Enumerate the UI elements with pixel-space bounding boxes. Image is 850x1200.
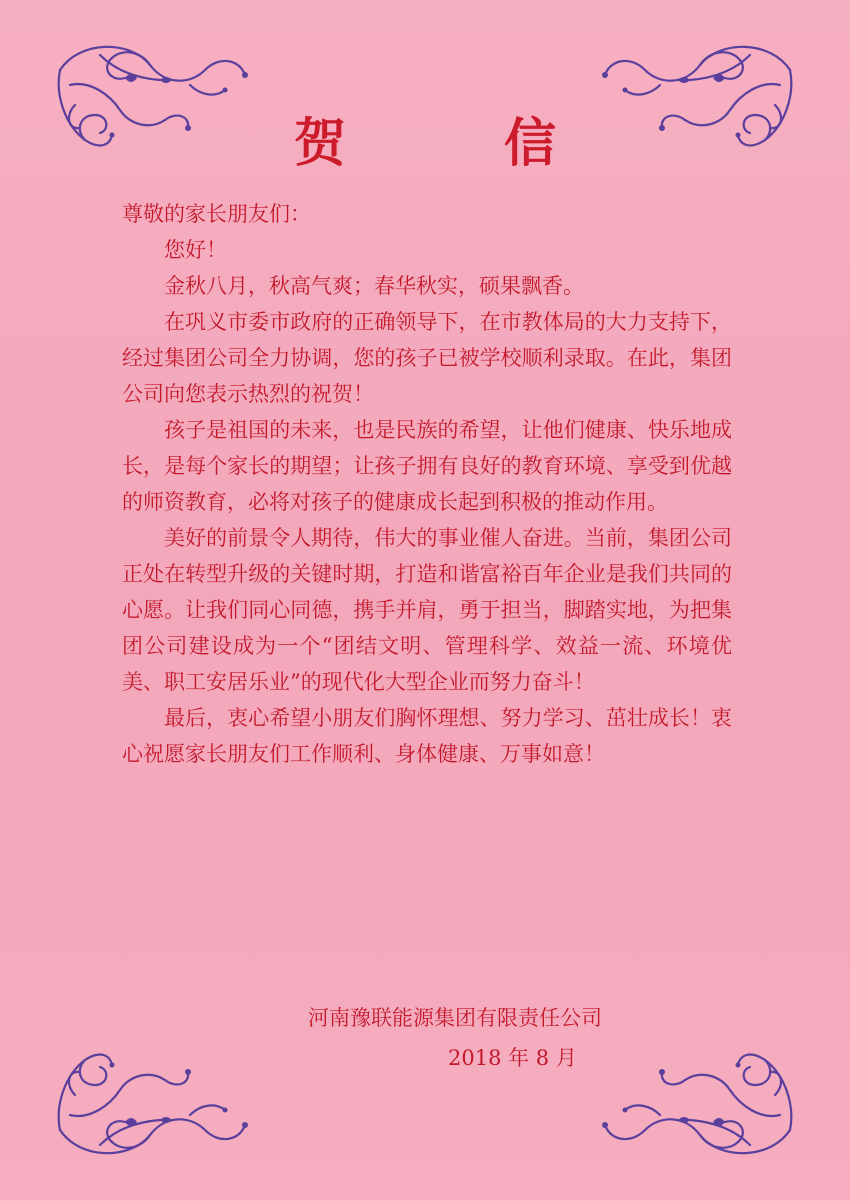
paragraph-children: 孩子是祖国的未来，也是民族的希望，让他们健康、快乐地成长，是每个家长的期望；让孩子拥有良好的教育环境、享受到优越的师资教育，必将对孩子的健康成长起到积极的推动作用。 <box>122 418 732 514</box>
paragraph-company: 美好的前景令人期待，伟大的事业催人奋进。当前，集团公司正处在转型升级的关键时期，打造和谐富裕百年企业是我们共同的心愿。让我们同心同德，携手并肩，勇于担当，脚踏实地，为把集团公司建设成为一个“团结文明、管理科学、效益一流、环境优美、职工安居乐业”的现代化大型企业而努力奋斗！ <box>122 526 732 694</box>
salutation: 尊敬的家长朋友们： <box>122 202 311 226</box>
paragraph-greeting: 您好！ <box>164 238 227 262</box>
letter-date: 2018 年 8 月 <box>448 1046 577 1070</box>
corner-ornament-icon <box>40 1030 260 1170</box>
corner-ornament-icon <box>590 1030 810 1170</box>
letter-body <box>122 196 732 772</box>
paragraph-closing: 最后，衷心希望小朋友们胸怀理想、努力学习、茁壮成长！衷心祝愿家长朋友们工作顺利、身体健康、万事如意！ <box>122 706 732 766</box>
paragraph-admission: 在巩义市委市政府的正确领导下，在市教体局的大力支持下，经过集团公司全力协调，您的孩子已被学校顺利录取。在此，集团公司向您表示热烈的祝贺！ <box>122 310 732 406</box>
letter-title: 贺 信 <box>293 113 627 174</box>
company-name: 河南豫联能源集团有限责任公司 <box>308 1006 602 1030</box>
paragraph-season: 金秋八月，秋高气爽；春华秋实，硕果飘香。 <box>164 274 584 298</box>
